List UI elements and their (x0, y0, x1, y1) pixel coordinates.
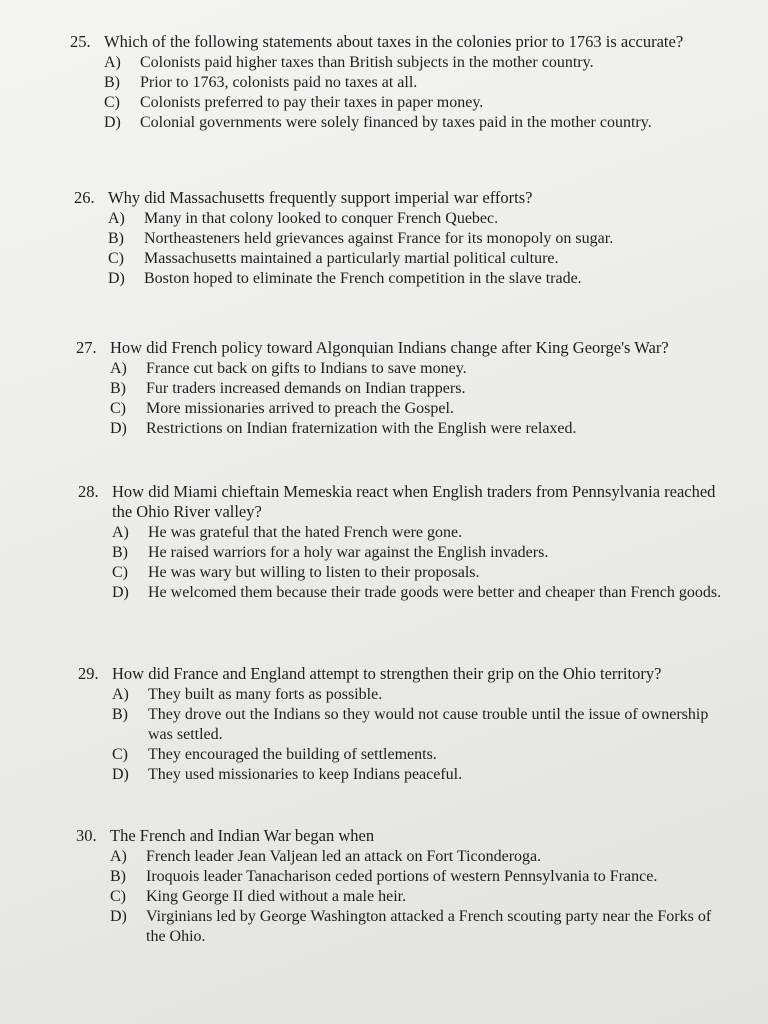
question-27 (76, 338, 748, 439)
option-letter: A) (108, 210, 125, 227)
option-text: They encouraged the building of settlements. (148, 746, 437, 763)
option-letter: D) (110, 908, 127, 925)
question-text: How did French policy toward Algonquian Indians change after King George's War? (110, 338, 669, 357)
option-letter: B) (108, 230, 124, 247)
option-letter: D) (112, 766, 129, 783)
option-b (112, 543, 738, 563)
question-text: Why did Massachusetts frequently support imperial war efforts? (108, 188, 533, 207)
option-c (112, 563, 738, 583)
option-b (110, 867, 726, 887)
option-text: Massachusetts maintained a particularly martial political culture. (144, 250, 559, 267)
option-text: Restrictions on Indian fraternization with the English were relaxed. (146, 420, 577, 437)
question-text: Which of the following statements about taxes in the colonies prior to 1763 is accurate? (104, 32, 684, 51)
option-letter: D) (108, 270, 125, 287)
answer-options (110, 847, 726, 947)
question-number: 29. (78, 664, 99, 683)
option-text: He raised warriors for a holy war against the English invaders. (148, 544, 549, 561)
option-text: Colonial governments were solely financed by taxes paid in the mother country. (140, 114, 652, 131)
question-number: 25. (70, 32, 91, 51)
option-text: He was wary but willing to listen to their proposals. (148, 564, 480, 581)
option-c (110, 887, 726, 907)
option-b (110, 379, 748, 399)
question-25 (70, 32, 742, 133)
question-28 (78, 482, 738, 603)
option-letter: A) (110, 848, 127, 865)
option-b (104, 73, 742, 93)
question-26 (74, 188, 746, 289)
option-text: King George II died without a male heir. (146, 888, 407, 905)
option-text: More missionaries arrived to preach the Gospel. (146, 400, 454, 417)
option-letter: D) (110, 420, 127, 437)
option-text: He welcomed them because their trade goods were better and cheaper than French goods. (148, 584, 722, 601)
question-text: How did Miami chieftain Memeskia react when English traders from Pennsylvania reached the Ohio River valley? (112, 482, 716, 521)
option-d (110, 419, 748, 439)
option-letter: A) (104, 54, 121, 71)
option-letter: C) (112, 564, 128, 581)
option-c (112, 745, 718, 765)
option-a (110, 359, 748, 379)
option-c (108, 249, 746, 269)
answer-options (112, 523, 738, 603)
option-letter: B) (112, 706, 128, 723)
option-a (110, 847, 726, 867)
question-29 (78, 664, 718, 785)
option-text: Many in that colony looked to conquer French Quebec. (144, 210, 499, 227)
answer-options (108, 209, 746, 289)
question-text: How did France and England attempt to strengthen their grip on the Ohio territory? (112, 664, 662, 683)
option-d (110, 907, 726, 947)
option-a (104, 53, 742, 73)
option-text: He was grateful that the hated French were gone. (148, 524, 463, 541)
option-letter: B) (112, 544, 128, 561)
question-number: 28. (78, 482, 99, 501)
option-letter: D) (104, 114, 121, 131)
question-number: 30. (76, 826, 97, 845)
option-text: Boston hoped to eliminate the French competition in the slave trade. (144, 270, 582, 287)
answer-options (112, 685, 718, 785)
option-letter: D) (112, 584, 129, 601)
question-number: 26. (74, 188, 95, 207)
option-text: Colonists paid higher taxes than British subjects in the mother country. (140, 54, 594, 71)
option-a (108, 209, 746, 229)
question-number: 27. (76, 338, 97, 357)
option-d (104, 113, 742, 133)
option-text: They drove out the Indians so they would not cause trouble until the issue of ownership was settled. (148, 706, 709, 743)
option-d (108, 269, 746, 289)
option-text: Prior to 1763, colonists paid no taxes at all. (140, 74, 418, 91)
option-c (110, 399, 748, 419)
option-text: Fur traders increased demands on Indian trappers. (146, 380, 466, 397)
option-letter: A) (112, 524, 129, 541)
option-letter: C) (112, 746, 128, 763)
option-text: They built as many forts as possible. (148, 686, 383, 703)
answer-options (110, 359, 748, 439)
option-a (112, 685, 718, 705)
option-text: Iroquois leader Tanacharison ceded portions of western Pennsylvania to France. (146, 868, 658, 885)
option-letter: A) (110, 360, 127, 377)
option-letter: C) (104, 94, 120, 111)
option-text: Northeasteners held grievances against France for its monopoly on sugar. (144, 230, 614, 247)
option-letter: B) (110, 868, 126, 885)
option-text: France cut back on gifts to Indians to save money. (146, 360, 467, 377)
answer-options (104, 53, 742, 133)
option-b (112, 705, 718, 745)
option-letter: B) (110, 380, 126, 397)
option-a (112, 523, 738, 543)
question-30 (76, 826, 726, 947)
option-letter: C) (108, 250, 124, 267)
option-text: French leader Jean Valjean led an attack on Fort Ticonderoga. (146, 848, 542, 865)
option-c (104, 93, 742, 113)
option-text: Virginians led by George Washington attacked a French scouting party near the Forks of the Ohio. (146, 908, 712, 945)
option-letter: C) (110, 888, 126, 905)
option-letter: B) (104, 74, 120, 91)
option-letter: C) (110, 400, 126, 417)
option-d (112, 583, 738, 603)
option-text: Colonists preferred to pay their taxes in paper money. (140, 94, 484, 111)
option-b (108, 229, 746, 249)
option-letter: A) (112, 686, 129, 703)
option-text: They used missionaries to keep Indians peaceful. (148, 766, 463, 783)
question-text: The French and Indian War began when (110, 826, 375, 845)
option-d (112, 765, 718, 785)
